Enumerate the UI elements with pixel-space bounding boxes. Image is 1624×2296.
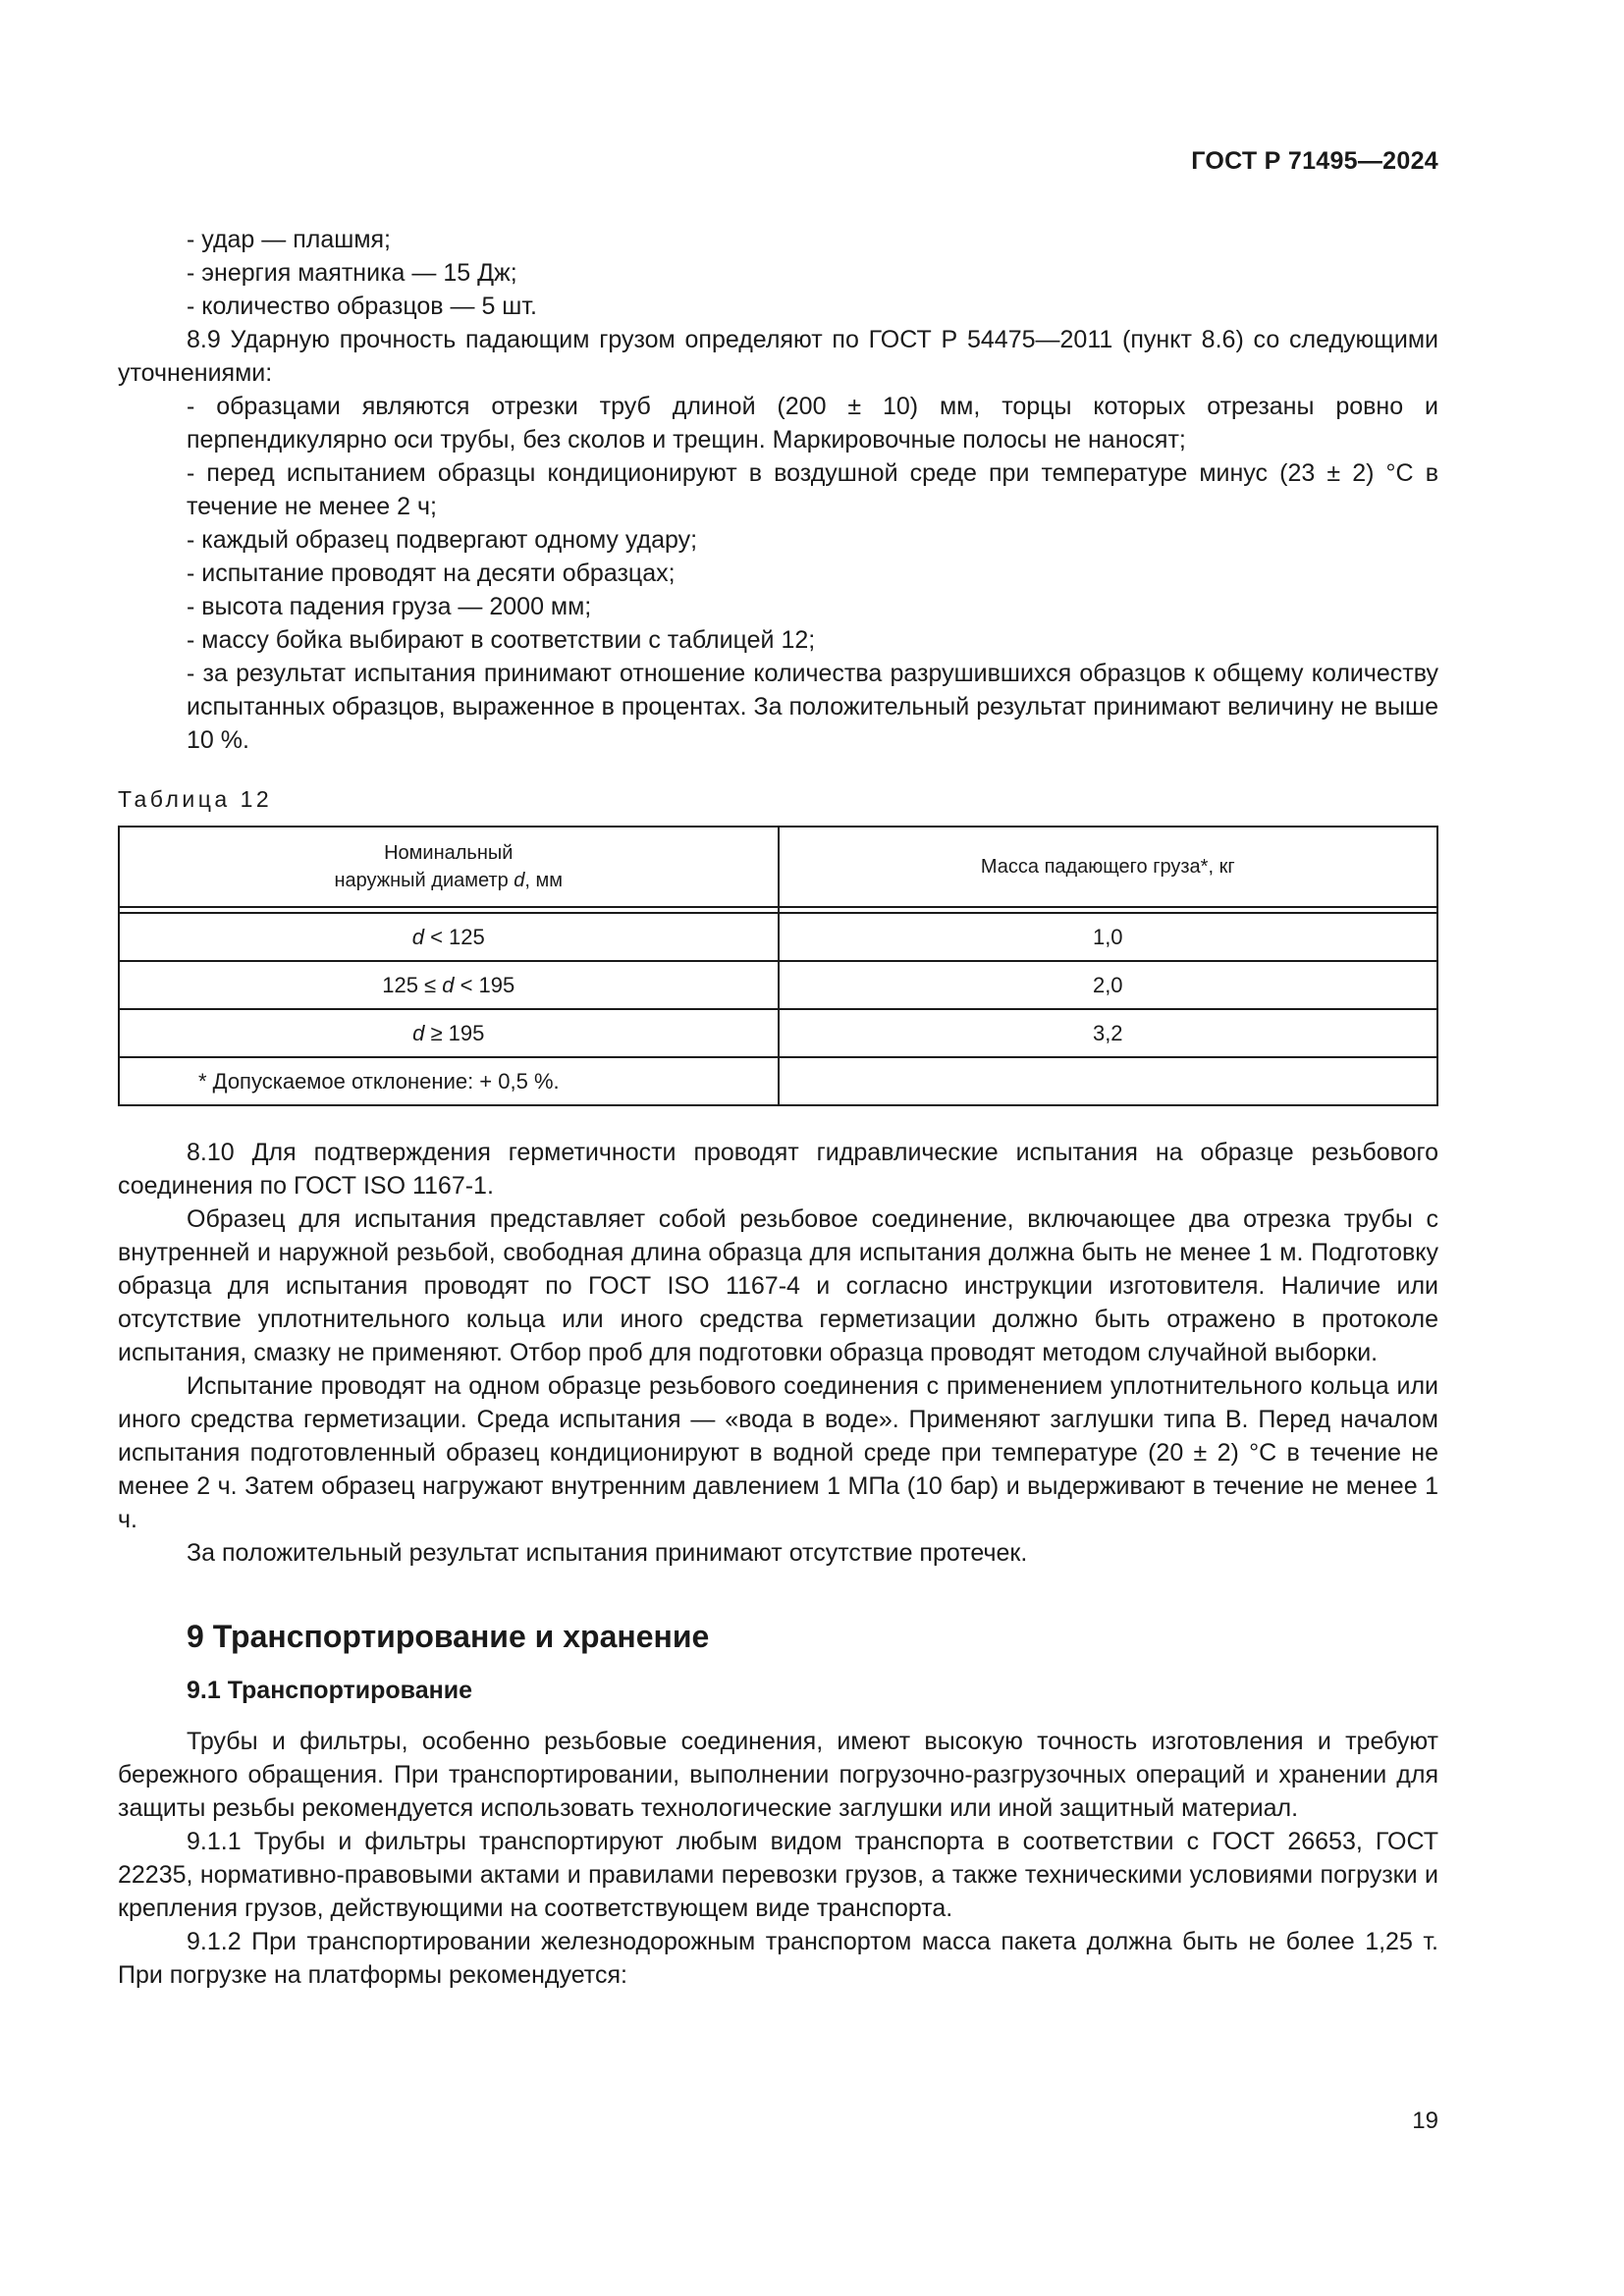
list-item: - перед испытанием образцы кондиционируют в воздушной среде при температуре минус (23 ± 2) °С в течение не менее 2 ч; bbox=[187, 459, 1438, 520]
section-heading-9: 9 Транспортирование и хранение bbox=[187, 1619, 710, 1654]
table-footnote: * Допускаемое отклонение: + 0,5 %. bbox=[119, 1057, 779, 1105]
table-cell-mass: 1,0 bbox=[779, 913, 1438, 961]
header-line: наружный диаметр bbox=[334, 870, 514, 891]
table-row bbox=[119, 1009, 1437, 1057]
table-cell-diameter: d < 125 bbox=[119, 913, 779, 961]
table-header-mass: Масса падающего груза*, кг bbox=[779, 827, 1438, 907]
paragraph: За положительный результат испытания принимают отсутствие протечек. bbox=[187, 1539, 1028, 1567]
paragraph-8-9: 8.9 Ударную прочность падающим грузом определяют по ГОСТ Р 54475—2011 (пункт 8.6) со следующими уточнениями: bbox=[118, 326, 1438, 387]
paragraph: Испытание проводят на одном образце резьбового соединения с применением уплотнительного кольца или иного средства герметизации. Среда испытания — «вода в воде». Применяют заглушки типа В. Перед началом испытания подготовленный образец кондиционируют в водной среде при температуре (20 ± 2) °С в течение не менее 2 ч. Затем образец нагружают внутренним давлением 1 МПа (10 бар) и выдерживают в течение не менее 1 ч. bbox=[118, 1372, 1438, 1533]
paragraph-9-1-1: 9.1.1 Трубы и фильтры транспортируют любым видом транспорта в соответствии с ГОСТ 26653, ГОСТ 22235, нормативно-правовыми актами и правилами перевозки грузов, а также техническими условиями погрузки и крепления грузов, действующими на соответствующем виде транспорта. bbox=[118, 1828, 1438, 1922]
table-cell-diameter: 125 ≤ d < 195 bbox=[119, 961, 779, 1009]
list-item: - каждый образец подвергают одному удару; bbox=[187, 526, 698, 554]
paragraph-8-10: 8.10 Для подтверждения герметичности проводят гидравлические испытания на образце резьбового соединения по ГОСТ ISO 1167-1. bbox=[118, 1139, 1438, 1200]
table-cell-mass: 2,0 bbox=[779, 961, 1438, 1009]
table-cell-diameter: d ≥ 195 bbox=[119, 1009, 779, 1057]
header-line: , мм bbox=[524, 870, 564, 891]
table-cell-empty bbox=[779, 1057, 1438, 1105]
list-item: - удар — плашмя; bbox=[187, 226, 391, 253]
document-page bbox=[118, 0, 1438, 2296]
paragraph: Трубы и фильтры, особенно резьбовые соединения, имеют высокую точность изготовления и требуют бережного обращения. При транспортировании, выполнении погрузочно-разгрузочных операций и хранении для защиты резьбы рекомендуется использовать технологические заглушки или иной защитный материал. bbox=[118, 1728, 1438, 1822]
list-item: - энергия маятника — 15 Дж; bbox=[187, 259, 517, 287]
table-header-diameter bbox=[119, 827, 779, 907]
list-item: - образцами являются отрезки труб длиной (200 ± 10) мм, торцы которых отрезаны ровно и перпендикулярно оси трубы, без сколов и трещин. Маркировочные полосы не наносят; bbox=[187, 393, 1438, 454]
list-item: - количество образцов — 5 шт. bbox=[187, 293, 537, 320]
table-footnote-row bbox=[119, 1057, 1437, 1105]
document-header: ГОСТ Р 71495—2024 bbox=[1191, 147, 1438, 175]
paragraph: Образец для испытания представляет собой резьбовое соединение, включающее два отрезка трубы с внутренней и наружной резьбой, свободная длина образца для испытания должна быть не менее 1 м. Подготовку образца для испытания проводят по ГОСТ ISO 1167-4 и согласно инструкции изготовителя. Наличие или отсутствие уплотнительного кольца или иного средства герметизации должно быть отражено в протоколе испытания, смазку не применяют. Отбор проб для подготовки образца проводят методом случайной выборки. bbox=[118, 1205, 1438, 1366]
document-body bbox=[118, 223, 1438, 1992]
table-row bbox=[119, 961, 1437, 1009]
subsection-heading-9-1: 9.1 Транспортирование bbox=[187, 1677, 472, 1704]
header-line: Номинальный bbox=[384, 842, 514, 864]
list-item: - массу бойка выбирают в соответствии с таблицей 12; bbox=[187, 626, 816, 654]
list-item: - испытание проводят на десяти образцах; bbox=[187, 560, 676, 587]
list-item: - за результат испытания принимают отношение количества разрушившихся образцов к общему количеству испытанных образцов, выраженное в процентах. За положительный результат принимают величину не выше 10 %. bbox=[187, 660, 1438, 754]
paragraph-9-1-2: 9.1.2 При транспортировании железнодорожным транспортом масса пакета должна быть не более 1,25 т. При погрузке на платформы рекомендуется: bbox=[118, 1928, 1438, 1989]
page-number: 19 bbox=[1412, 2108, 1438, 2134]
list-item: - высота падения груза — 2000 мм; bbox=[187, 593, 592, 620]
table-title: Таблица 12 bbox=[118, 786, 273, 812]
table-12 bbox=[118, 826, 1438, 1106]
table-row bbox=[119, 913, 1437, 961]
table-cell-mass: 3,2 bbox=[779, 1009, 1438, 1057]
variable-d: d bbox=[514, 870, 525, 891]
